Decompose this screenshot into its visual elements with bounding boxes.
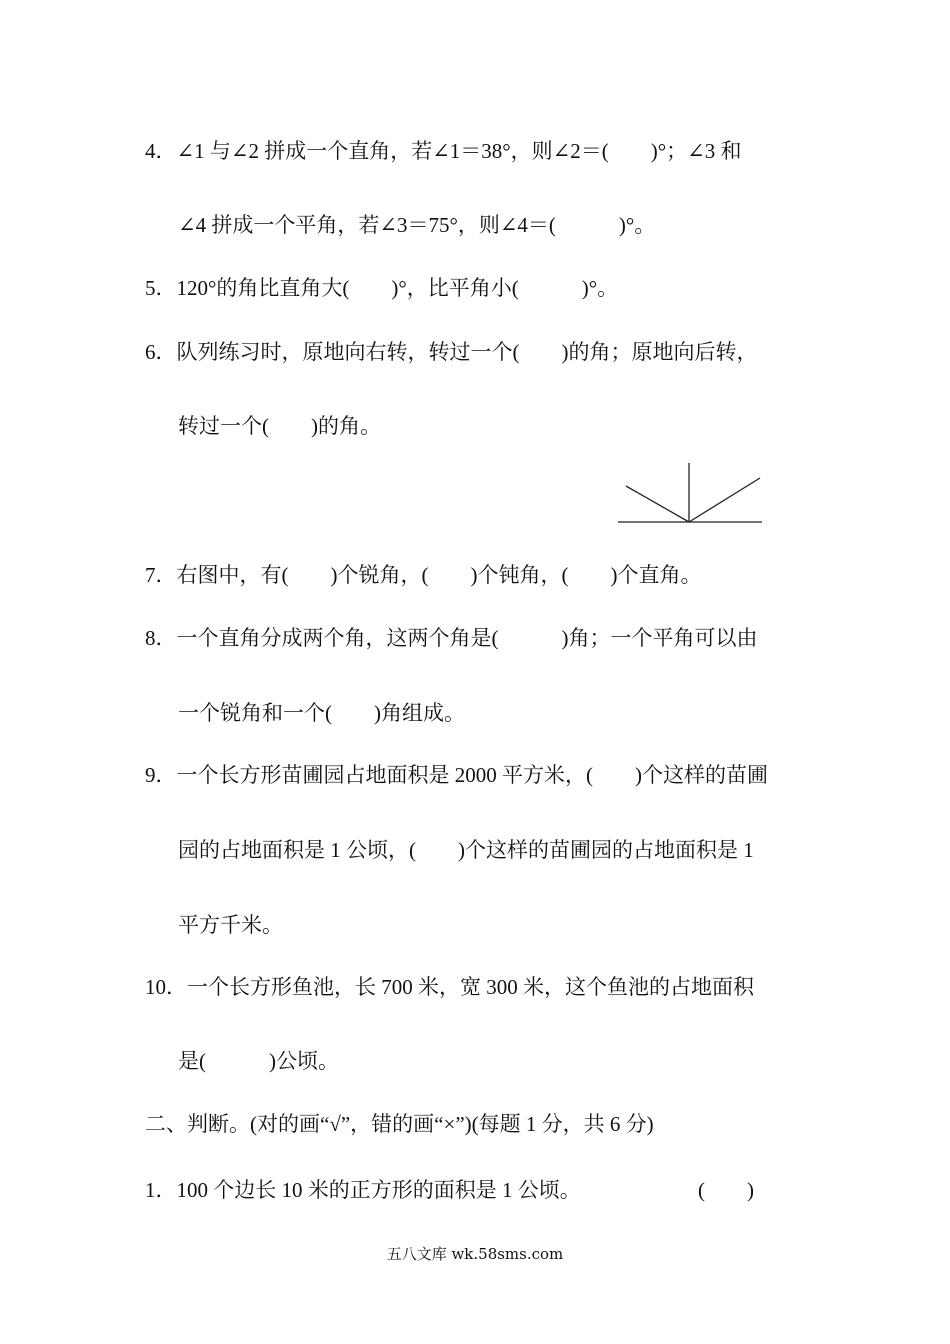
page-footer: 五八文库 wk.58sms.com (386, 1245, 564, 1263)
question-5-line-1: 5．120°的角比直角大( )°，比平角小( )°。 (145, 276, 619, 300)
question-6-line-1: 6．队列练习时，原地向右转，转过一个( )的角；原地向后转， (145, 340, 758, 364)
question-7-line-1: 7．右图中，有( )个锐角，( )个钝角，( )个直角。 (145, 563, 702, 587)
question-9-line-1: 9．一个长方形苗圃园占地面积是 2000 平方米，( )个这样的苗圃 (145, 763, 768, 787)
judgement-item-1: 1．100 个边长 10 米的正方形的面积是 1 公顷。 (145, 1178, 581, 1202)
question-6-line-2: 转过一个( )的角。 (178, 414, 381, 438)
figure-right-ray (689, 478, 760, 522)
question-9-line-3: 平方千米。 (178, 913, 283, 937)
question-4-line-1: 4．∠1 与∠2 拼成一个直角，若∠1＝38°，则∠2＝( )°；∠3 和 (145, 139, 742, 163)
judgement-item-1-bracket: ( ) (698, 1178, 754, 1202)
question-8-line-1: 8．一个直角分成两个角，这两个角是( )角；一个平角可以由 (145, 626, 758, 650)
question-4-line-2: ∠4 拼成一个平角，若∠3＝75°，则∠4＝( )°。 (178, 213, 656, 237)
figure-left-ray (626, 486, 689, 522)
question-8-line-2: 一个锐角和一个( )角组成。 (178, 701, 465, 725)
question-10-line-1: 10．一个长方形鱼池，长 700 米，宽 300 米，这个鱼池的占地面积 (145, 975, 754, 999)
question-10-line-2: 是( )公顷。 (178, 1049, 339, 1073)
question-9-line-2: 园的占地面积是 1 公顷，( )个这样的苗圃园的占地面积是 1 (178, 838, 754, 862)
section-2-heading: 二、判断。(对的画“√”，错的画“×”)(每题 1 分，共 6 分) (145, 1112, 654, 1136)
angle-figure (614, 460, 766, 528)
